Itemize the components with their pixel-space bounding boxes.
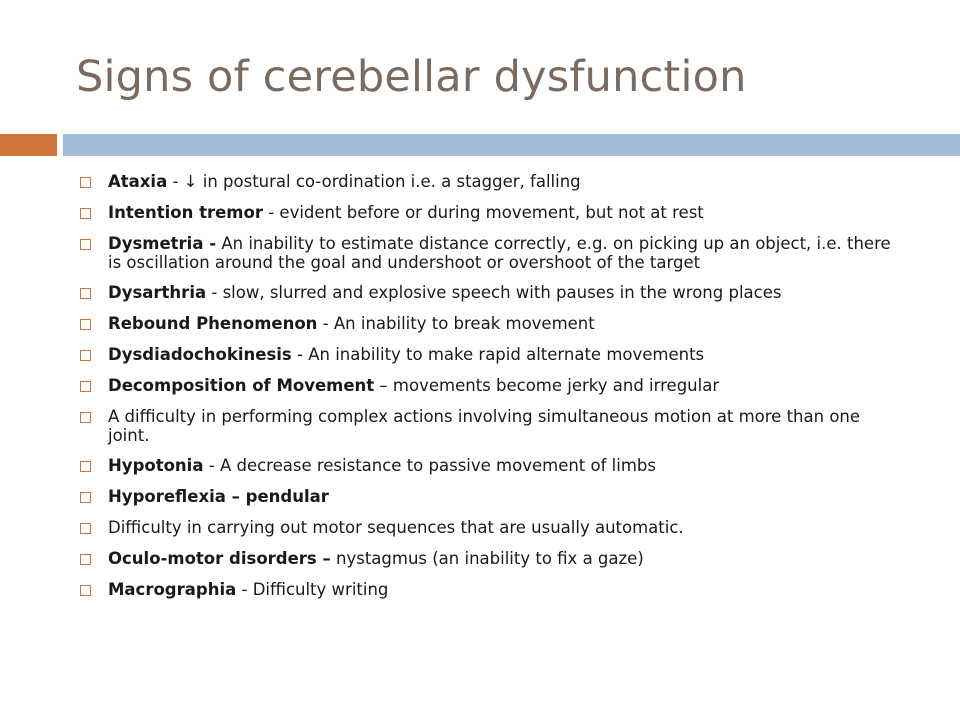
bullet-marker-icon xyxy=(80,412,91,423)
bullet-description: Difficulty writing xyxy=(252,579,389,599)
bullet-text xyxy=(108,314,900,333)
bullet-marker-icon xyxy=(80,208,91,219)
bullet-text xyxy=(108,456,900,475)
bullet-marker-icon xyxy=(80,523,91,534)
bullet-text xyxy=(108,345,900,364)
bullet-marker-icon xyxy=(80,239,91,250)
bullet-term: Hyporeflexia – pendular xyxy=(108,487,329,507)
bullet-marker-icon xyxy=(80,381,91,392)
bullet-separator: – xyxy=(374,375,393,395)
bullet-item xyxy=(80,487,900,506)
bullet-item xyxy=(80,549,900,568)
bullet-item xyxy=(80,314,900,333)
bullet-description: in postural co-ordination i.e. a stagger, falling xyxy=(197,172,581,191)
down-arrow-icon: ↓ xyxy=(183,172,198,191)
bullet-term: Intention tremor xyxy=(108,202,263,222)
bullet-term: Rebound Phenomenon xyxy=(108,314,318,334)
bullet-text xyxy=(108,172,900,191)
bullet-text xyxy=(108,518,900,537)
bullet-separator: - xyxy=(203,456,220,476)
bullet-term: Dysarthria xyxy=(108,283,207,303)
bullet-marker-icon xyxy=(80,461,91,472)
bullet-item xyxy=(80,203,900,222)
bullet-text xyxy=(108,487,900,506)
bullet-text xyxy=(108,203,900,222)
bullet-text xyxy=(108,234,900,272)
bullet-description: slow, slurred and explosive speech with pauses in the wrong places xyxy=(222,283,782,303)
bullet-marker-icon xyxy=(80,177,91,188)
bullet-list xyxy=(80,172,900,610)
bullet-term: Dysmetria - xyxy=(108,233,217,253)
bullet-description: Difficulty in carrying out motor sequences that are usually automatic. xyxy=(108,517,684,537)
bullet-term: Macrographia xyxy=(108,579,237,599)
bullet-marker-icon xyxy=(80,492,91,503)
bullet-separator: - xyxy=(236,579,253,599)
bullet-separator: - xyxy=(262,202,280,222)
bullet-item xyxy=(80,580,900,599)
bullet-item xyxy=(80,172,900,191)
bullet-separator: - xyxy=(167,172,184,191)
bullet-description: An inability to make rapid alternate movements xyxy=(308,344,705,364)
accent-bar xyxy=(0,134,57,156)
bullet-separator: - xyxy=(291,344,309,364)
bullet-text xyxy=(108,376,900,395)
bullet-text xyxy=(108,549,900,568)
bullet-marker-icon xyxy=(80,554,91,565)
bullet-text xyxy=(108,407,900,445)
bullet-term: Hypotonia xyxy=(108,456,204,476)
bullet-item xyxy=(80,283,900,302)
bullet-description: An inability to estimate distance correctly, e.g. on picking up an object, i.e. there is oscillation around the goal and undershoot or overshoot of the target xyxy=(108,233,891,272)
bullet-marker-icon xyxy=(80,585,91,596)
bullet-description: nystagmus (an inability to fix a gaze) xyxy=(336,548,644,568)
bullet-term: Ataxia xyxy=(108,172,168,191)
bullet-text xyxy=(108,283,900,302)
bullet-term: Dysdiadochokinesis xyxy=(108,344,292,364)
bullet-item xyxy=(80,376,900,395)
bullet-marker-icon xyxy=(80,288,91,299)
bullet-item xyxy=(80,407,900,445)
slide-title: Signs of cerebellar dysfunction xyxy=(76,52,747,102)
bullet-term: Decomposition of Movement xyxy=(108,375,375,395)
bullet-description: movements become jerky and irregular xyxy=(392,375,720,395)
bullet-separator: - xyxy=(317,314,334,334)
bullet-marker-icon xyxy=(80,319,91,330)
header-bar xyxy=(63,134,960,156)
bullet-marker-icon xyxy=(80,350,91,361)
bullet-text xyxy=(108,580,900,599)
bullet-item xyxy=(80,518,900,537)
bullet-description: evident before or during movement, but not at rest xyxy=(279,202,704,222)
bullet-description: An inability to break movement xyxy=(333,314,595,334)
bullet-description: A difficulty in performing complex actions involving simultaneous motion at more than one joint. xyxy=(108,406,861,445)
bullet-item xyxy=(80,345,900,364)
bullet-description: A decrease resistance to passive movement of limbs xyxy=(219,456,656,476)
bullet-item xyxy=(80,234,900,272)
bullet-term: Oculo-motor disorders – xyxy=(108,548,331,568)
bullet-separator: - xyxy=(206,283,223,303)
bullet-item xyxy=(80,456,900,475)
